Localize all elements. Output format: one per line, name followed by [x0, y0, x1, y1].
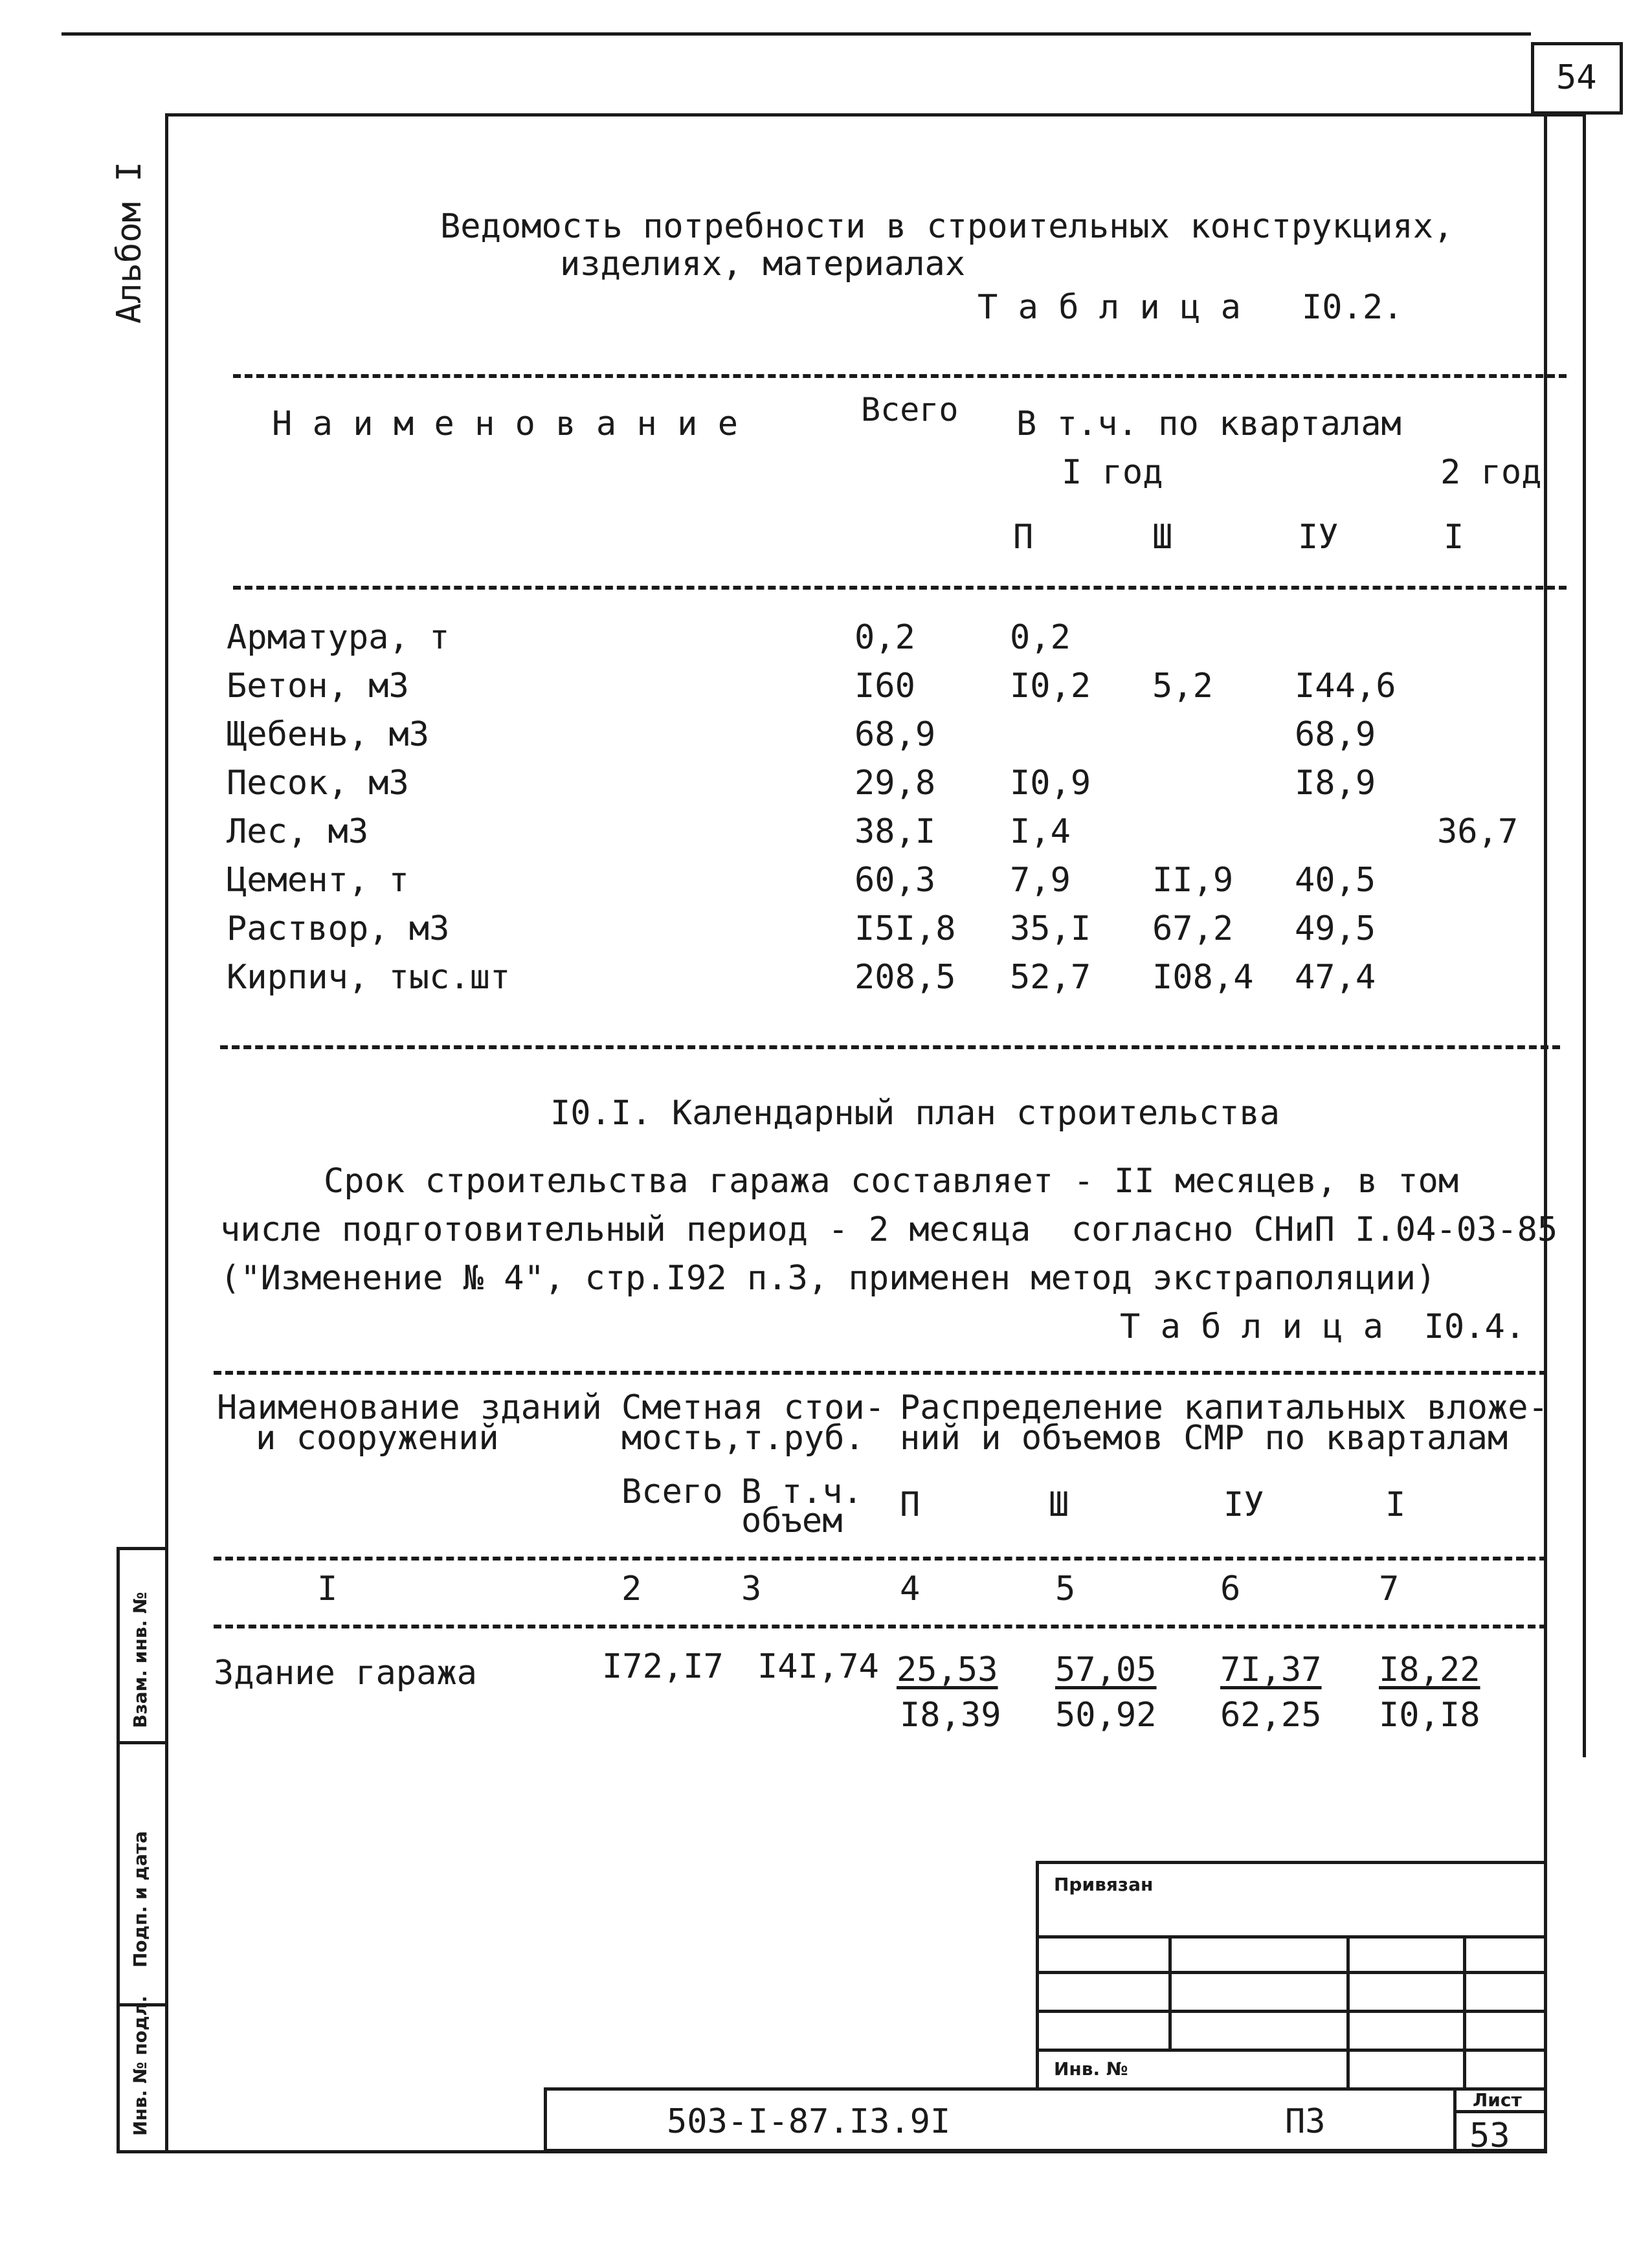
statement-rule-top — [233, 374, 1567, 378]
calendar-row-q2-bottom: 50,92 — [1055, 1696, 1157, 1735]
stamp-sheet-divider — [1453, 2087, 1457, 2152]
calendar-row-q1-top: 25,53 — [897, 1650, 998, 1689]
album-label: Альбом I — [110, 161, 149, 324]
stamp-col-line — [1168, 1935, 1172, 2049]
statement-header-name: Н а и м е н о в а н и е — [272, 405, 739, 443]
statement-row-q1: 0,2 — [1010, 618, 1071, 657]
statement-row-name: Раствор, м3 — [227, 909, 450, 948]
calendar-header-col3-line2: ний и объемов СМР по кварталам — [900, 1419, 1508, 1458]
calendar-col-number: 7 — [1379, 1570, 1400, 1608]
statement-row-name: Лес, м3 — [227, 812, 369, 851]
calendar-paragraph-line3: ("Изменение № 4", стр.I92 п.3, применен метод экстраполяции) — [220, 1259, 1436, 1298]
statement-row-q1: 52,7 — [1010, 958, 1091, 997]
frame-top — [165, 113, 1586, 117]
calendar-heading: I0.I. Календарный план строительства — [550, 1094, 1280, 1133]
statement-row-total: 60,3 — [854, 861, 936, 900]
statement-row-q3: I44,6 — [1295, 667, 1396, 705]
stamp-inv-label: Инв. № — [1054, 2058, 1128, 2080]
calendar-header-col1-line1: Наименование зданий — [217, 1388, 602, 1427]
statement-row-q1: I0,2 — [1010, 667, 1091, 705]
side-vzam-inv: Взам. инв. № — [129, 1592, 151, 1728]
calendar-row-q2-top: 57,05 — [1055, 1650, 1157, 1689]
stamp-row-line — [1036, 2010, 1547, 2013]
calendar-header-q2: Ш — [1049, 1485, 1069, 1524]
calendar-paragraph-line1: Срок строительства гаража составляет - II месяцев, в том — [324, 1162, 1459, 1201]
calendar-header-incl-line1: В т.ч. — [741, 1472, 863, 1511]
statement-row-q2: II,9 — [1152, 861, 1234, 900]
calendar-header-q4: I — [1385, 1485, 1406, 1524]
statement-row-q1: 35,I — [1010, 909, 1091, 948]
calendar-table-label: Т а б л и ц а I0.4. — [1120, 1307, 1526, 1346]
statement-row-total: 0,2 — [854, 618, 915, 657]
statement-row-q2: I08,4 — [1152, 958, 1254, 997]
statement-header-q2: Ш — [1152, 518, 1173, 557]
calendar-rule-header — [214, 1557, 1547, 1561]
statement-header-year2: 2 год — [1440, 453, 1542, 492]
statement-title-line1: Ведомость потребности в строительных конструкциях, — [440, 207, 1454, 246]
statement-header-q4: I — [1444, 518, 1464, 557]
calendar-col-number: 3 — [741, 1570, 762, 1608]
stamp-sheet-label: Лист — [1473, 2089, 1522, 2111]
statement-row-total: I5I,8 — [854, 909, 956, 948]
statement-row-name: Песок, м3 — [227, 764, 409, 803]
statement-row-q1: 7,9 — [1010, 861, 1071, 900]
side-inv-podl: Инв. № подл. — [129, 1995, 151, 2136]
side-podp-data: Подп. и дата — [129, 1830, 151, 1968]
statement-row-q3: 47,4 — [1295, 958, 1376, 997]
frame-right-upper — [1583, 113, 1586, 1757]
stamp-bound-label: Привязан — [1054, 1874, 1154, 1895]
statement-header-by-quarters: В т.ч. по кварталам — [1016, 405, 1401, 443]
stamp-bound-block — [1036, 1861, 1547, 2091]
calendar-paragraph-line2: числе подготовительный период - 2 месяца согласно СНиП I.04-03-85 — [220, 1210, 1558, 1249]
stamp-row-line — [1036, 1935, 1547, 1938]
calendar-header-q1: П — [900, 1485, 921, 1524]
calendar-row-volume: I4I,74 — [757, 1647, 879, 1686]
calendar-col-number: I — [317, 1570, 338, 1608]
calendar-header-total: Всего — [621, 1472, 723, 1511]
statement-row-q2: 67,2 — [1152, 909, 1234, 948]
frame-right — [1544, 113, 1547, 2152]
side-stamp-divider-1 — [117, 1741, 168, 1744]
stamp-row-line — [1036, 2049, 1547, 2052]
statement-table-label: Т а б л и ц а I0.2. — [977, 288, 1403, 327]
statement-row-q3: I8,9 — [1295, 764, 1376, 803]
statement-header-q3: IУ — [1298, 518, 1339, 557]
calendar-row-q4-top: I8,22 — [1379, 1650, 1480, 1689]
statement-header-q1: П — [1013, 518, 1034, 557]
stamp-col-line — [1463, 1935, 1466, 2091]
statement-row-total: I60 — [854, 667, 915, 705]
statement-row-q2: 5,2 — [1152, 667, 1213, 705]
calendar-header-col3-line1: Распределение капитальных вложе- — [900, 1388, 1548, 1427]
calendar-rule-numbers — [214, 1625, 1547, 1628]
statement-row-name: Цемент, т — [227, 861, 409, 900]
calendar-header-incl-line2: объем — [741, 1502, 843, 1540]
statement-row-total: 68,9 — [854, 715, 936, 754]
calendar-row-name: Здание гаража — [214, 1654, 477, 1693]
statement-row-q3: 68,9 — [1295, 715, 1376, 754]
statement-row-q3: 40,5 — [1295, 861, 1376, 900]
statement-rule-header — [233, 586, 1567, 590]
statement-row-q4: 36,7 — [1437, 812, 1519, 851]
stamp-code: 503-I-87.I3.9I — [667, 2102, 951, 2141]
page-number-box — [1531, 42, 1623, 115]
calendar-rule-top — [214, 1371, 1547, 1375]
calendar-col-number: 5 — [1055, 1570, 1076, 1608]
statement-row-q1: I0,9 — [1010, 764, 1091, 803]
statement-row-total: 208,5 — [854, 958, 956, 997]
statement-header-year1: I год — [1062, 453, 1163, 492]
calendar-header-col2-line1: Сметная стои- — [621, 1388, 885, 1427]
calendar-row-q3-top: 7I,37 — [1220, 1650, 1322, 1689]
calendar-col-number: 6 — [1220, 1570, 1241, 1608]
statement-row-q3: 49,5 — [1295, 909, 1376, 948]
side-stamp-left — [117, 1547, 120, 2152]
calendar-row-q1-bottom: I8,39 — [900, 1696, 1001, 1735]
statement-row-name: Бетон, м3 — [227, 667, 409, 705]
statement-row-total: 29,8 — [854, 764, 936, 803]
page-number: 54 — [1556, 58, 1597, 97]
stamp-sheet-number: 53 — [1469, 2116, 1510, 2155]
top-rule — [61, 32, 1531, 36]
stamp-section: ПЗ — [1285, 2102, 1326, 2141]
calendar-header-q3: IУ — [1223, 1485, 1264, 1524]
statement-row-total: 38,I — [854, 812, 936, 851]
calendar-col-number: 2 — [621, 1570, 642, 1608]
calendar-col-number: 4 — [900, 1570, 921, 1608]
statement-title-line2: изделиях, материалах — [560, 245, 966, 283]
frame-left — [165, 113, 168, 2152]
calendar-row-q4-bottom: I0,I8 — [1379, 1696, 1480, 1735]
calendar-row-q3-bottom: 62,25 — [1220, 1696, 1322, 1735]
stamp-col-line — [1346, 1935, 1350, 2091]
statement-row-q1: I,4 — [1010, 812, 1071, 851]
statement-header-total: Всего — [861, 391, 959, 428]
statement-row-name: Арматура, т — [227, 618, 450, 657]
calendar-header-col1-line2: и сооружений — [256, 1419, 499, 1458]
calendar-header-col2-line2: мость,т.руб. — [621, 1419, 865, 1458]
stamp-row-line — [1036, 1971, 1547, 1974]
statement-row-name: Кирпич, тыс.шт — [227, 958, 511, 997]
statement-row-name: Щебень, м3 — [227, 715, 430, 754]
statement-rule-bottom — [220, 1045, 1560, 1049]
calendar-row-total: I72,I7 — [602, 1647, 724, 1686]
side-stamp-top — [117, 1547, 168, 1550]
